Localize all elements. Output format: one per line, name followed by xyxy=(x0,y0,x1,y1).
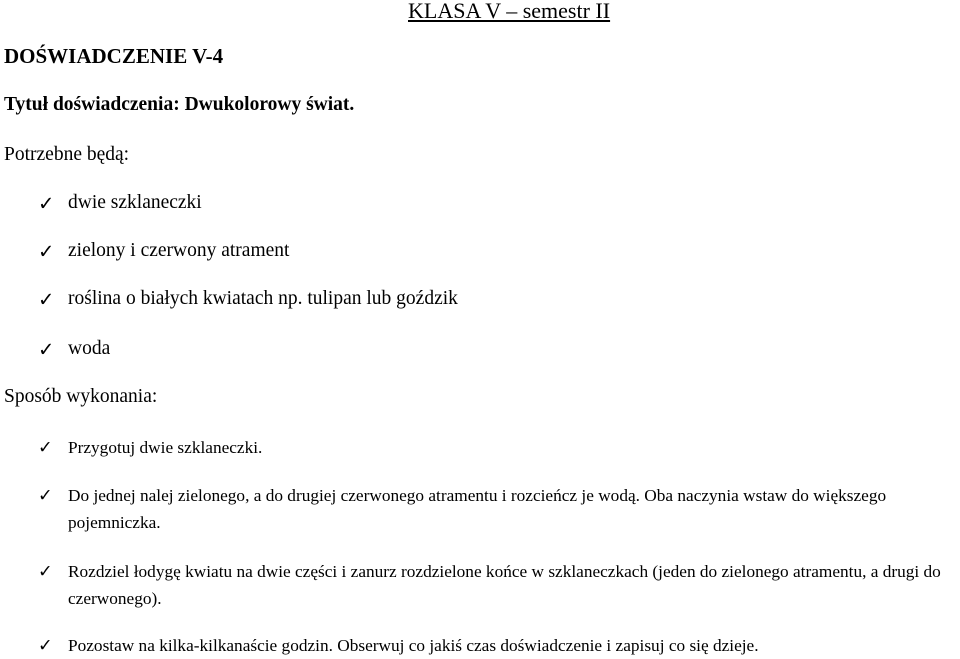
checkmark-icon: ✓ xyxy=(38,290,55,311)
material-item: roślina o białych kwiatach np. tulipan lub goździk xyxy=(68,288,458,309)
checkmark-icon: ✓ xyxy=(38,438,53,457)
material-item: zielony i czerwony atrament xyxy=(68,240,290,261)
checkmark-icon: ✓ xyxy=(38,242,55,263)
materials-heading: Potrzebne będą: xyxy=(4,144,130,165)
method-step: Rozdziel łodygę kwiatu na dwie części i zanurz rozdzielone końce w szklaneczkach (jeden do zielonego atramentu, a drugi do czerwonego). xyxy=(68,562,941,608)
document-title: DOŚWIADCZENIE V-4 xyxy=(4,44,224,68)
checkmark-icon: ✓ xyxy=(38,194,55,215)
checkmark-icon: ✓ xyxy=(38,636,53,655)
material-item: dwie szklaneczki xyxy=(68,192,202,213)
checkmark-icon: ✓ xyxy=(38,340,55,361)
experiment-title: Tytuł doświadczenia: Dwukolorowy świat. xyxy=(4,94,355,115)
method-step: Przygotuj dwie szklaneczki. xyxy=(68,438,263,457)
class-header: KLASA V – semestr II xyxy=(408,0,611,23)
material-item: woda xyxy=(68,338,111,359)
method-step: Pozostaw na kilka-kilkanaście godzin. Obserwuj co jakiś czas doświadczenie i zapisuj co się dzieje. xyxy=(68,636,759,655)
checkmark-icon: ✓ xyxy=(38,562,53,581)
method-step: Do jednej nalej zielonego, a do drugiej czerwonego atramentu i rozcieńcz je wodą. Oba naczynia wstaw do większego pojemniczka. xyxy=(68,486,887,532)
method-heading: Sposób wykonania: xyxy=(4,386,158,407)
checkmark-icon: ✓ xyxy=(38,486,53,505)
